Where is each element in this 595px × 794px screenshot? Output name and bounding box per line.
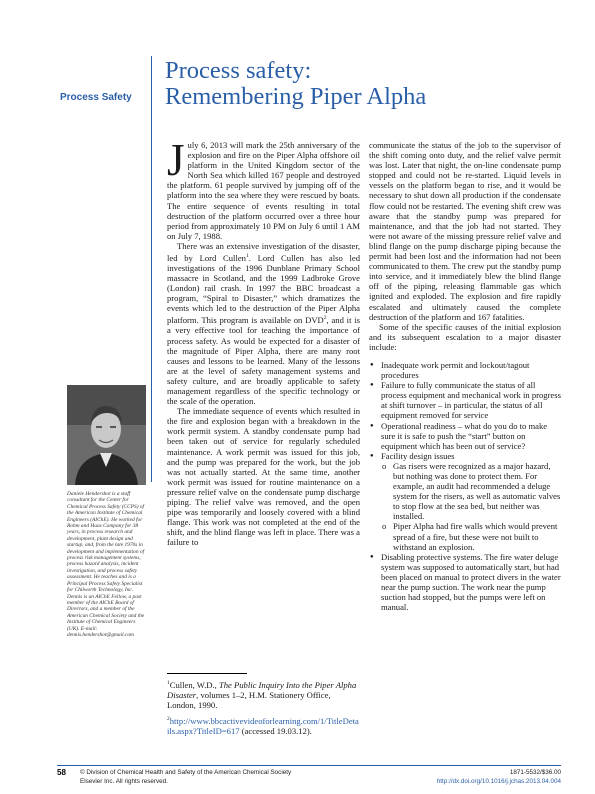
footer-rule	[57, 765, 561, 766]
paragraph: There was an extensive investigation of the disaster, led by Lord Cullen$^1$. Lord Cullen has also led investigations of the 1996 Dunblane Primary School massacre in Scotland, and the 1999 Ladbroke Grove (London) rail crash. In 1997 the BBC broadcast a program, “Spiral to Disaster,” which dramatizes the events which led to the destruction of the Piper Alpha platform. This program is available on DVD$^2$, and it is a very effective tool for teaching the importance of process safety. As would be expected for a disaster of the magnitude of Piper Alpha, there are many root causes and lessons to be learned. Many of the lessons are at the level of safety management systems and safety culture, and are broadly applicable to safety management regardless of the specific technology or the scale of the operation.	[167, 240, 360, 407]
title-line-1: Process safety:	[165, 57, 312, 84]
footnote-link[interactable]: http://www.bbcactivevideoforlearning.com/1/TitleDetails.aspx?TitleID=617	[167, 716, 359, 737]
footnotes	[167, 678, 360, 740]
sub-list-item: o Piper Alpha had fire walls which would prevent spread of a fire, but these were not built to withstand an explosion.	[381, 521, 561, 551]
drop-cap: J	[167, 135, 185, 185]
title-line-2: Remembering Piper Alpha	[165, 83, 427, 110]
article-title	[165, 58, 426, 110]
page-number: 58	[57, 768, 66, 777]
body-column-2	[369, 140, 561, 612]
paragraph: communicate the status of the job to the supervisor of the shift coming onto duty, and the relief valve permit was lost. Later that night, the on-line condensate pump stopped and could not be re-started. Liquid levels in vessels on the platform began to rise, and it would be necessary to shut down all production if the condensate flow could not be restarted. The evening shift crew was aware that the standby pump was prepared for maintenance, and that the job had not started. They were not aware of the missing pressure relief valve and blind flange on the pump discharge piping because the permit had been lost and the information had not been communicated to them. The crew put the standby pump into service, and it immediately blew the blind flange off of the piping, releasing flammable gas which ignited and exploded. The explosion and fire rapidly escalated and ultimately caused the complete destruction of the platform and 167 fatalities.	[369, 140, 561, 322]
footnote-2: $^2$http://www.bbcactivevideoforlearning.com/1/TitleDetails.aspx?TitleID=617 (accessed 19.03.12).	[167, 716, 359, 737]
sub-list	[381, 461, 561, 552]
paragraph: The immediate sequence of events which resulted in the fire and explosion began with a breakdown in the work permit system. A standby condensate pump had been taken out of service for regularly scheduled maintenance. A work permit was issued for this job, and the pump was prepared for the work, but the job was not actually started. At the same time, another work permit was issued for routine maintenance on a pressure relief valve on the condensate pump discharge piping. The relief valve was removed, and the open pipe was temporarily and loosely covered with a blind flange. This work was not completed at the end of the shift, and the blind flange was left in place. There was a failure to	[167, 406, 360, 548]
cause-list	[369, 360, 561, 612]
list-item: ● Operational readiness – what do you do to make sure it is safe to push the “start” button on equipment which has been out of service?	[369, 421, 561, 451]
paragraph: July 6, 2013 will mark the 25th anniversary of the explosion and fire on the Piper Alpha offshore oil platform in the United Kingdom sector of the North Sea which killed 167 people and destroyed the platform. 61 people survived by jumping off of the platform into the sea where they were rescued by boats. The entire sequence of events resulting in total destruction of the platform occurred over a three hour period from approximately 10 PM on July 6 until 1 AM on July 7, 1988.	[167, 135, 360, 241]
footnote-ref[interactable]: 1	[245, 253, 249, 260]
footer-doi: 1871-5532/$36.00 http://dx.doi.org/10.1016/j.jchas.2013.04.004	[436, 769, 561, 785]
footnote-ref[interactable]: 2	[323, 315, 327, 322]
author-photo	[67, 385, 146, 485]
margin-rule	[151, 56, 152, 482]
list-item: ● Facility design issues o Gas risers were recognized as a major hazard, but nothing was done to protect them. For example, an audit had recommended a deluge system for the risers, as well as automatic valves to stop flow at the sea bed, but neither was installed. o Piper Alpha had fire walls which would prevent spread of a fire, but these were not built to withstand an explosion.	[369, 451, 561, 552]
footnote-1: $^1$Cullen, W.D., The Public Inquiry Into the Piper Alpha Disaster, volumes 1–2, H.M. Stationery Office, London, 1990.	[167, 679, 357, 711]
footnote-rule	[167, 673, 247, 674]
paragraph: Some of the specific causes of the initial explosion and its subsequent escalation to a major disaster include:	[369, 321, 561, 352]
sub-list-item: o Gas risers were recognized as a major hazard, but nothing was done to protect them. For example, an audit had recommended a deluge system for the risers, as well as automatic valves to stop flow at the sea bed, but neither was installed.	[381, 461, 561, 522]
list-item: ● Inadequate work permit and lockout/tagout procedures	[369, 360, 561, 380]
body-column-1	[167, 135, 360, 548]
author-bio: Daniele Hendershot is a staff consultant for the Center for Chemical Process Safety (CCPS) of the American Institute of Chemical Engineers (AIChE). He worked for Rohm and Haas Company for 38 years, in process research and development, plant design and startup, and, from the late 1970s in development and implementation of process risk management systems, process hazard analysis, incident investigation, and process safety assessment. He teaches and is a Principal Process Safety Specialist for Chilworth Technology, Inc. Dennis is an AIChE Fellow, a past member of the AIChE Board of Directors, and a member of the American Chemical Society and the Institute of Chemical Engineers (UK). E-mail: dennis.hendershot@gmail.com	[67, 491, 145, 638]
list-item: ● Disabling protective systems. The fire water deluge system was supposed to automatically start, but had been placed on manual to protect divers in the water near the pump suction. The work near the pump suction had stopped, but the pumps were left on manual.	[369, 552, 561, 613]
footer-copyright: © Division of Chemical Health and Safety of the American Chemical Society Elsevier Inc. All rights reserved.	[80, 769, 292, 785]
doi-link[interactable]: http://dx.doi.org/10.1016/j.jchas.2013.04.004	[436, 778, 561, 785]
list-item: ● Failure to fully communicate the status of all process equipment and mechanical work in progress at shift turnover – in particular, the status of all equipment removed for service	[369, 380, 561, 420]
section-label: Process Safety	[60, 92, 132, 103]
